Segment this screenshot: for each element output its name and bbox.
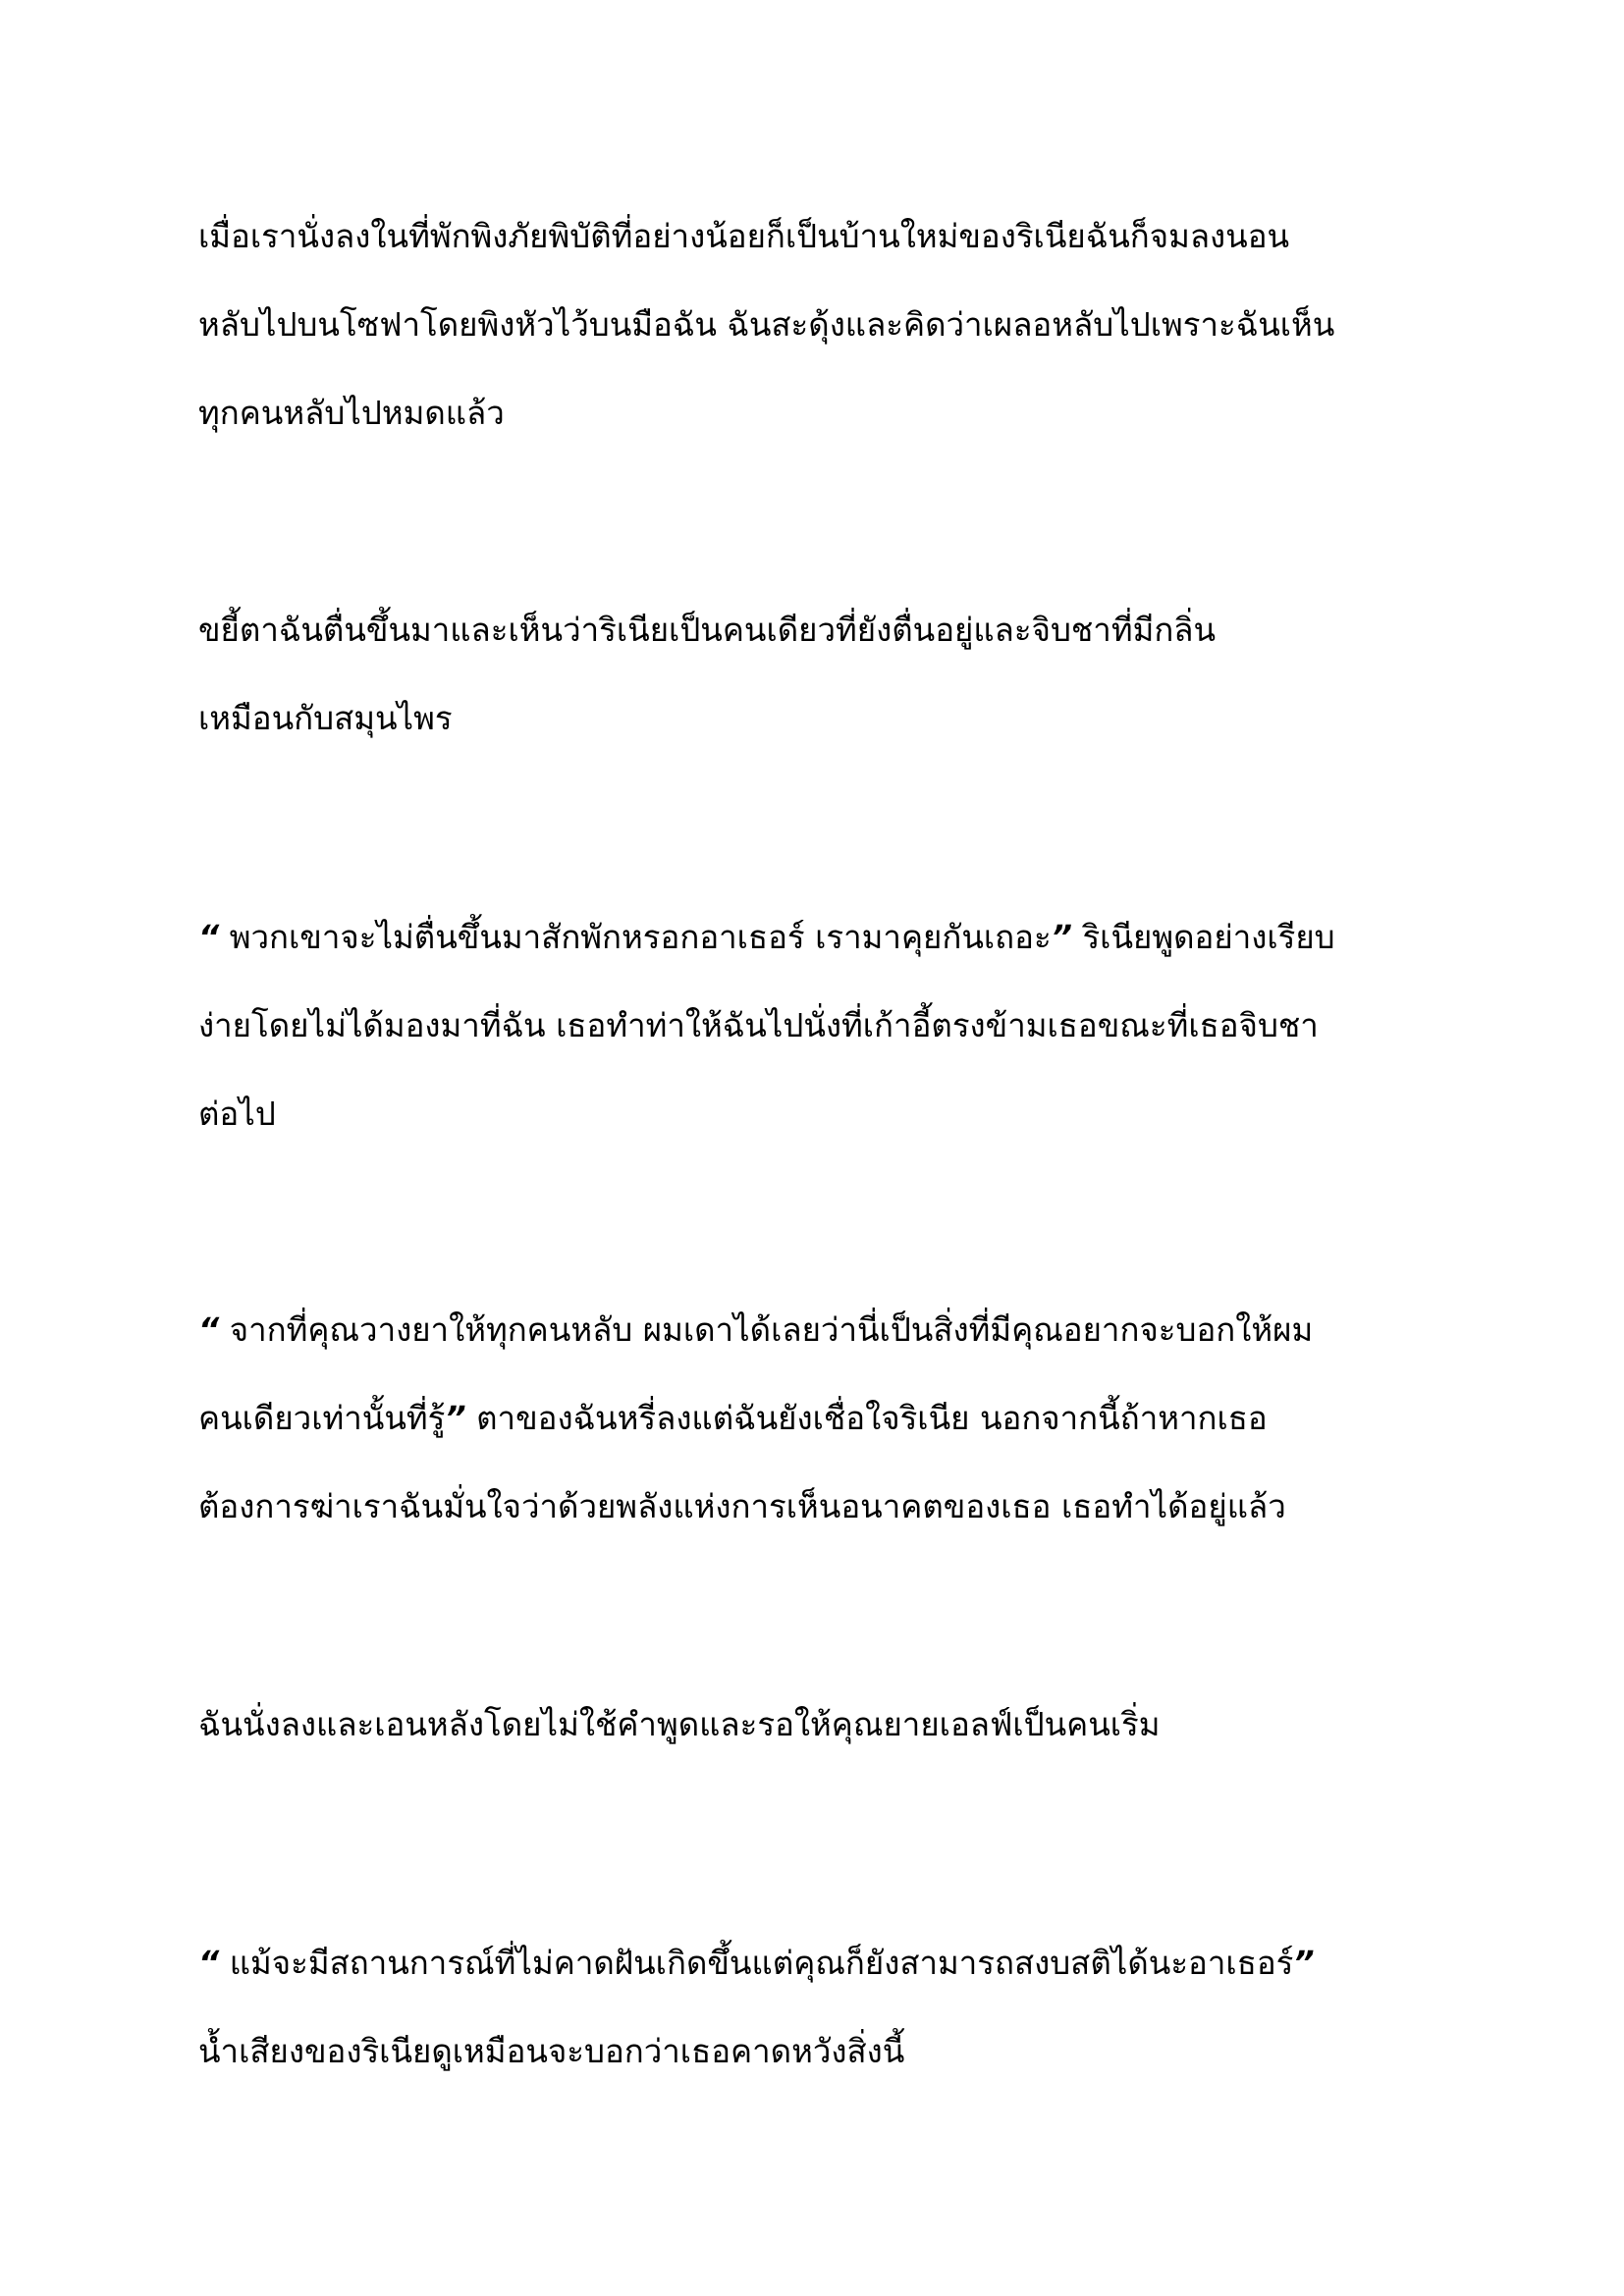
text-line: น้ำเสียงของริเนียดูเหมือนจะบอกว่าเธอคาดหวังสิ่งนี้ — [198, 2032, 905, 2070]
close-quote-mark: ” — [445, 1399, 466, 1437]
dialogue-text: แม้จะมีสถานการณ์ที่ไม่คาดฝันเกิดขึ้นแต่คุณก็ยังสามารถสงบสติได้นะอาเธอร์ — [219, 1944, 1294, 1982]
dialogue-text: คนเดียวเท่านั้นที่รู้ — [198, 1399, 446, 1437]
text-line: เมื่อเรานั่งลงในที่พักพิงภัยพิบัติที่อย่างน้อยก็เป็นบ้านใหม่ของริเนียฉันก็จมลงนอน — [198, 217, 1290, 255]
text-line: หลับไปบนโซฟาโดยพิงหัวไว้บนมือฉัน ฉันสะดุ้งและคิดว่าเผลอหลับไปเพราะฉันเห็น — [198, 305, 1335, 344]
text-line — [198, 1374, 1435, 1463]
paragraph-6 — [198, 1919, 1435, 2096]
text-line — [198, 1286, 1435, 1374]
open-quote-mark: “ — [198, 1310, 220, 1349]
close-quote-mark: ” — [1293, 1944, 1315, 1982]
text-line: ขยี้ตาฉันตื่นขึ้นมาและเห็นว่าริเนียเป็นคนเดียวที่ยังตื่นอยู่และจิบชาที่มีกลิ่น — [198, 611, 1217, 649]
text-line: ทุกคนหลับไปหมดแล้ว — [198, 394, 505, 432]
paragraph-4 — [198, 1286, 1435, 1551]
text-line: เหมือนกับสมุนไพร — [198, 699, 453, 737]
text-line — [198, 893, 1435, 982]
narration-text: ตาของฉันหรี่ลงแต่ฉันยังเชื่อใจริเนีย นอกจากนี้ถ้าหากเธอ — [465, 1399, 1268, 1437]
dialogue-text: จากที่คุณวางยาให้ทุกคนหลับ ผมเดาได้เลยว่านี่เป็นสิ่งที่มีคุณอยากจะบอกให้ผม — [219, 1310, 1314, 1349]
close-quote-mark: ” — [1051, 918, 1072, 956]
open-quote-mark: “ — [198, 1944, 220, 1982]
paragraph-1 — [198, 192, 1435, 457]
narration-text: ริเนียพูดอย่างเรียบ — [1071, 918, 1335, 956]
dialogue-text: พวกเขาจะไม่ตื่นขึ้นมาสักพักหรอกอาเธอร์ เรามาคุยกันเถอะ — [219, 918, 1052, 956]
text-line: ง่ายโดยไม่ได้มองมาที่ฉัน เธอทำท่าให้ฉันไปนั่งที่เก้าอี้ตรงข้ามเธอขณะที่เธอจิบชา — [198, 1006, 1319, 1044]
paragraph-5 — [198, 1681, 1435, 1769]
paragraph-2 — [198, 586, 1435, 763]
paragraph-3 — [198, 893, 1435, 1158]
text-line: ต่อไป — [198, 1095, 276, 1133]
text-line: ต้องการฆ่าเราฉันมั่นใจว่าด้วยพลังแห่งการเห็นอนาคตของเธอ เธอทำได้อยู่แล้ว — [198, 1487, 1286, 1525]
open-quote-mark: “ — [198, 918, 220, 956]
text-line: ฉันนั่งลงและเอนหลังโดยไม่ใช้คำพูดและรอให้คุณยายเอลฟ์เป็นคนเริ่ม — [198, 1705, 1161, 1743]
text-line — [198, 1919, 1435, 2007]
